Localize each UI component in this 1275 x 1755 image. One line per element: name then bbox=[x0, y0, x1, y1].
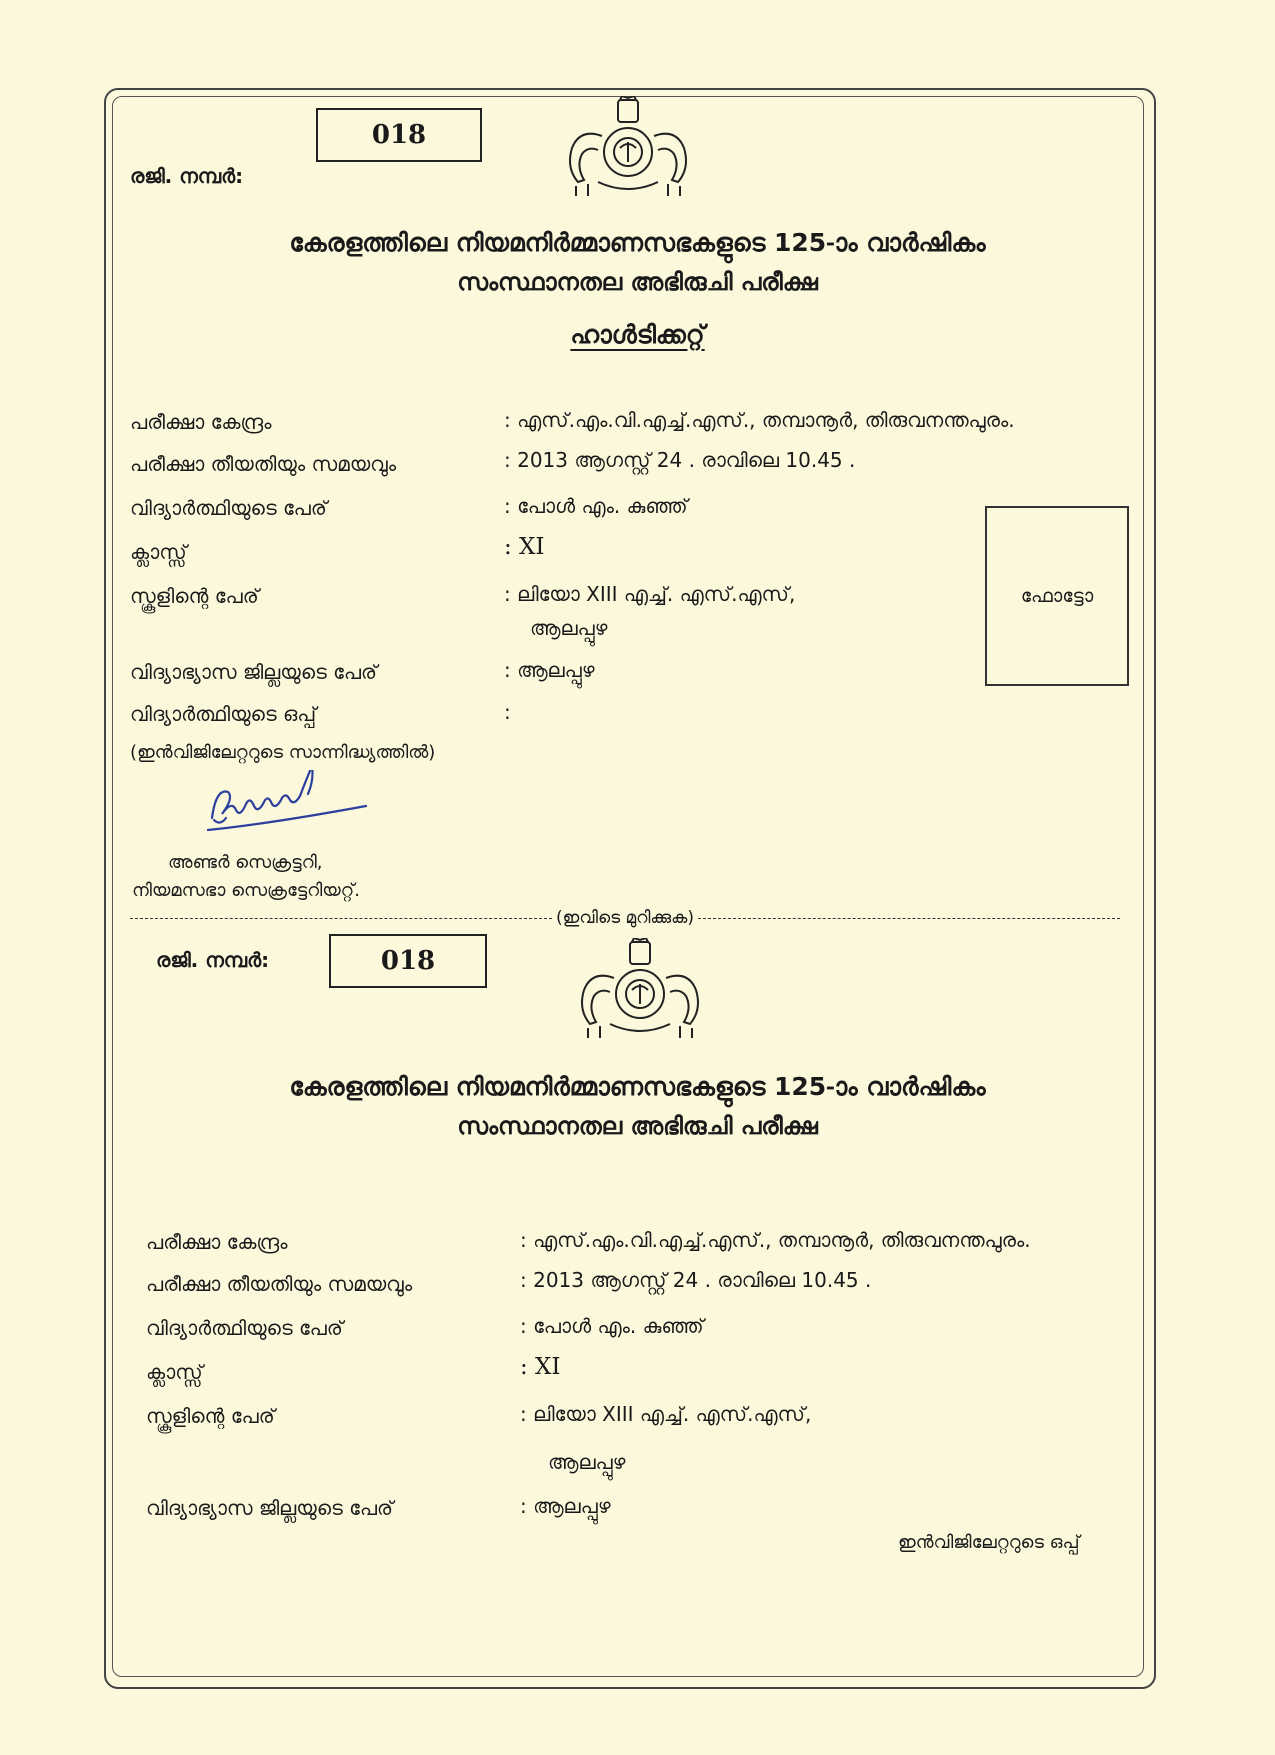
value-exam-datetime: : 2013 ആഗസ്റ്റ് 24 . രാവിലെ 10.45 . bbox=[504, 448, 856, 472]
label-edu-district: വിദ്യാഭ്യാസ ജില്ലയുടെ പേര് bbox=[130, 660, 378, 684]
value-student-signature: : bbox=[504, 700, 511, 724]
reg-label: രജി. നമ്പർ: bbox=[130, 164, 244, 188]
reg-number-box-bottom bbox=[329, 934, 487, 988]
label-edu-district-bottom: വിദ്യാഭ്യാസ ജില്ലയുടെ പേര് bbox=[146, 1496, 394, 1520]
label-class-bottom: ക്ലാസ്സ് bbox=[146, 1360, 203, 1384]
label-exam-datetime: പരീക്ഷാ തീയതിയും സമയവും bbox=[130, 452, 397, 476]
reg-number-bottom: 018 bbox=[380, 946, 436, 976]
invigilator-signature-label: ഇൻവിജിലേറ്ററുടെ ഒപ്പ് bbox=[898, 1532, 1080, 1553]
value-exam-datetime-bottom: : 2013 ആഗസ്റ്റ് 24 . രാവിലെ 10.45 . bbox=[520, 1268, 872, 1292]
kerala-emblem-icon bbox=[562, 96, 694, 200]
reg-number: 018 bbox=[371, 120, 427, 150]
kerala-emblem-icon bbox=[574, 938, 706, 1042]
reg-number-box bbox=[316, 108, 482, 162]
value-student-name: : പോൾ എം. കുഞ്ഞ് bbox=[504, 494, 688, 518]
label-exam-centre-bottom: പരീക്ഷാ കേന്ദ്രം bbox=[146, 1230, 288, 1254]
value-class-bottom: : XI bbox=[520, 1354, 561, 1380]
value-school-name: : ലിയോ XIII എച്ച്. എസ്.എസ്, bbox=[504, 582, 796, 606]
photo-box bbox=[985, 506, 1129, 686]
value-exam-centre: : എസ്.എം.വി.എച്ച്.എസ്., തമ്പാനൂർ, തിരുവനന്തപുരം. bbox=[504, 408, 1015, 432]
label-school-name: സ്കൂളിന്റെ പേര് bbox=[130, 584, 259, 608]
value-edu-district: : ആലപ്പുഴ bbox=[504, 658, 595, 682]
value-exam-centre-bottom: : എസ്.എം.വി.എച്ച്.എസ്., തമ്പാനൂർ, തിരുവനന്തപുരം. bbox=[520, 1228, 1031, 1252]
signature-icon bbox=[200, 770, 370, 850]
label-student-signature: വിദ്യാർത്ഥിയുടെ ഒപ്പ് bbox=[130, 702, 317, 726]
secretary-line-2: നിയമസഭാ സെക്രട്ടേറിയറ്റ്. bbox=[132, 880, 360, 901]
secretary-line-1: അണ്ടർ സെക്രട്ടറി, bbox=[168, 852, 323, 873]
reg-label-bottom: രജി. നമ്പർ: bbox=[156, 948, 270, 972]
photo-label: ഫോട്ടോ bbox=[1020, 585, 1094, 607]
label-student-name-bottom: വിദ്യാർത്ഥിയുടെ പേര് bbox=[146, 1316, 343, 1340]
value-school-place-bottom: ആലപ്പുഴ bbox=[548, 1450, 626, 1474]
label-class: ക്ലാസ്സ് bbox=[130, 540, 187, 564]
value-student-name-bottom: : പോൾ എം. കുഞ്ഞ് bbox=[520, 1314, 704, 1338]
value-class: : XI bbox=[504, 534, 545, 560]
sign-note: (ഇൻവിജിലേറ്ററുടെ സാന്നിദ്ധ്യത്തിൽ) bbox=[130, 742, 436, 763]
value-school-place: ആലപ്പുഴ bbox=[530, 616, 608, 640]
value-school-name-bottom: : ലിയോ XIII എച്ച്. എസ്.എസ്, bbox=[520, 1402, 812, 1426]
value-edu-district-bottom: : ആലപ്പുഴ bbox=[520, 1494, 611, 1518]
title-line-1: കേരളത്തിലെ നിയമനിർമ്മാണസഭകളുടെ 125-ാം വാർഷികം bbox=[289, 228, 986, 257]
title-line-2-bottom: സംസ്ഥാനതല അഭിരുചി പരീക്ഷ bbox=[457, 1112, 818, 1140]
label-exam-datetime-bottom: പരീക്ഷാ തീയതിയും സമയവും bbox=[146, 1272, 413, 1296]
cut-text: (ഇവിടെ മുറിക്കുക) bbox=[556, 908, 694, 928]
title-line-1-bottom: കേരളത്തിലെ നിയമനിർമ്മാണസഭകളുടെ 125-ാം വാർഷികം bbox=[289, 1072, 986, 1101]
cut-line bbox=[130, 908, 1120, 928]
label-student-name: വിദ്യാർത്ഥിയുടെ പേര് bbox=[130, 496, 327, 520]
hall-ticket-heading: ഹാൾടിക്കറ്റ് bbox=[570, 320, 705, 349]
label-exam-centre: പരീക്ഷാ കേന്ദ്രം bbox=[130, 410, 272, 434]
label-school-name-bottom: സ്കൂളിന്റെ പേര് bbox=[146, 1404, 275, 1428]
title-line-2: സംസ്ഥാനതല അഭിരുചി പരീക്ഷ bbox=[457, 268, 818, 296]
